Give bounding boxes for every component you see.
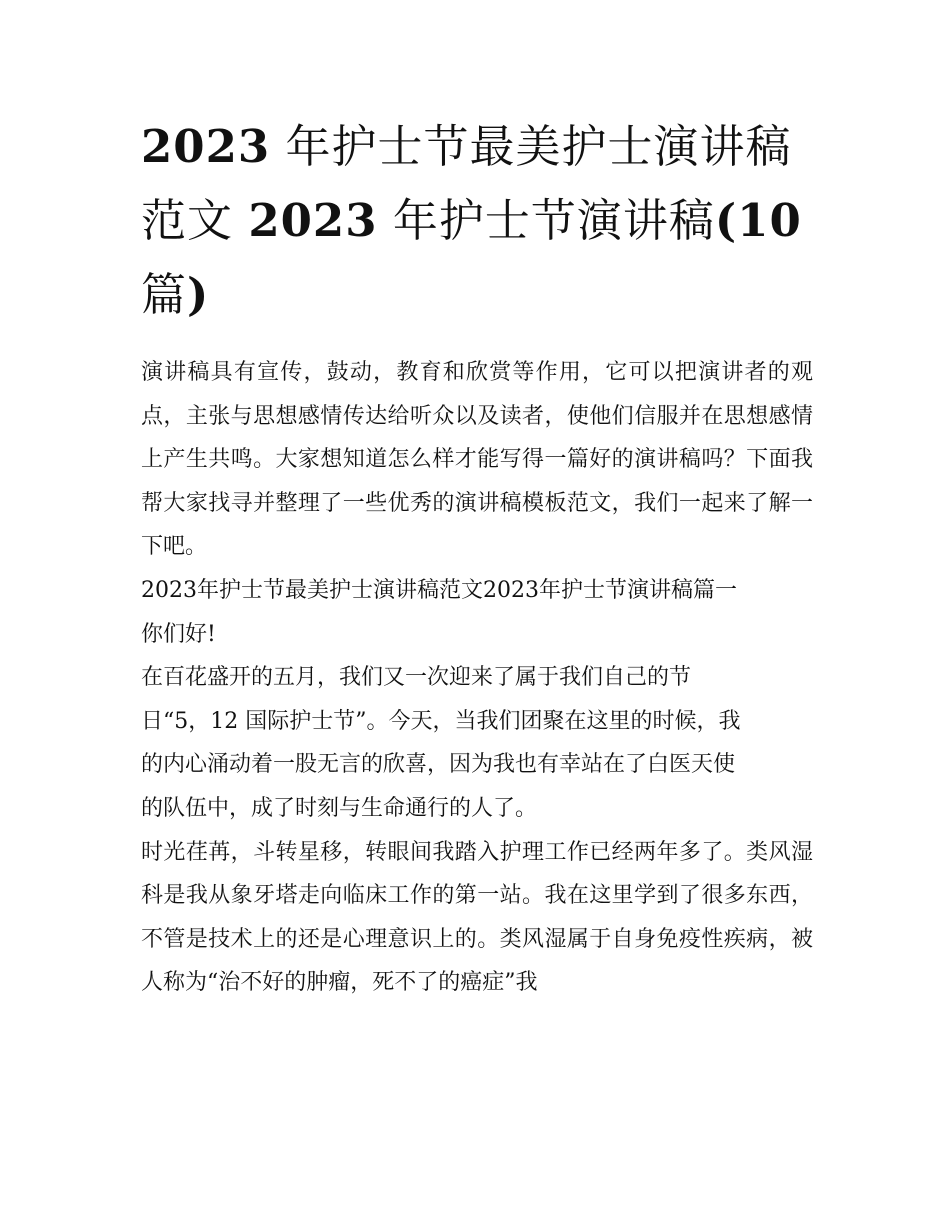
intro-paragraph: 演讲稿具有宣传，鼓动，教育和欣赏等作用，它可以把演讲者的观点，主张与思想感情传达给听众以及读者，使他们信服并在思想感情上产生共鸣。大家想知道怎么样才能写得一篇好的演讲稿吗？下面我帮大家找寻并整理了一些优秀的演讲稿模板范文，我们一起来了解一下吧。 (141, 360, 813, 560)
greeting-paragraph: 你们好! (141, 621, 216, 647)
body-paragraph: 时光荏苒，斗转星移，转眼间我踏入护理工作已经两年多了。类风湿科是我从象牙塔走向临床工作的第一站。我在这里学到了很多东西，不管是技术上的还是心理意识上的。类风湿属于自身免疫性疾病，被人称为“治不好的肿瘤，死不了的癌症”我 (141, 839, 813, 996)
document-page (141, 110, 813, 1005)
body-paragraph: 在百花盛开的五月，我们又一次迎来了属于我们自己的节 日“5，12 国际护士节”。今天，当我们团聚在这里的时候，我 的内心涌动着一股无言的欣喜，因为我也有幸站在了白医天使 的队伍中，成了时刻与生命通行的人了。 (141, 665, 741, 821)
document-title: 2023 年护士节最美护士演讲稿 范文 2023 年护士节演讲稿(10 篇) (141, 120, 802, 321)
document-body (141, 351, 813, 1005)
section-heading: 2023年护士节最美护士演讲稿范文2023年护士节演讲稿篇一 (141, 577, 737, 603)
